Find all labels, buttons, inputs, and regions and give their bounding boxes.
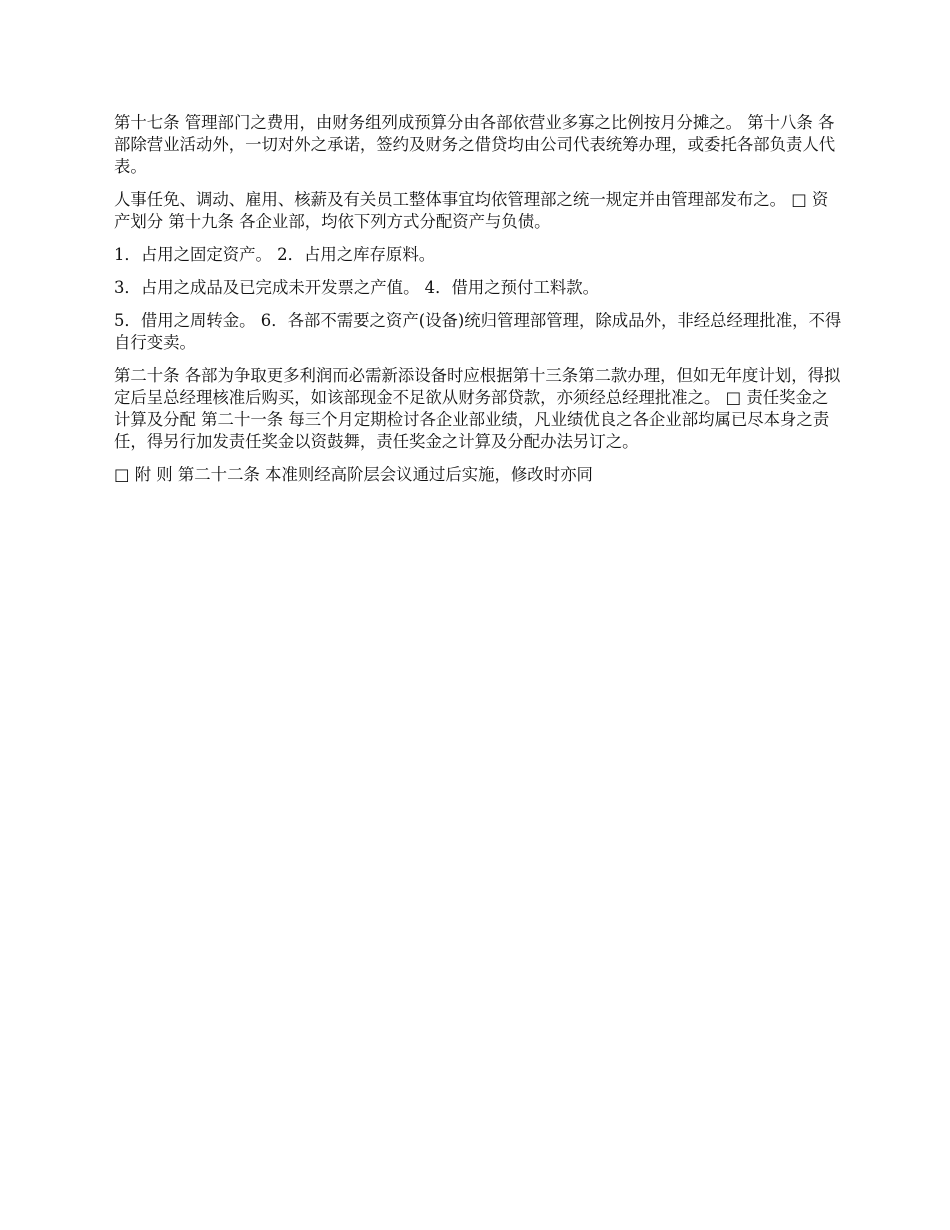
paragraph-asset-items-3-4: 3．占用之成品及已完成未开发票之产值。 4．借用之预付工料款。 — [114, 278, 600, 297]
paragraph-asset-items-1-2: 1．占用之固定资产。 2．占用之库存原料。 — [114, 245, 436, 264]
paragraph-article-20-21: 第二十条 各部为争取更多利润而必需新添设备时应根据第十三条第二款办理，但如无年度计划，得拟定后呈总经理核准后购买，如该部现金不足欲从财务部贷款，亦须经总经理批准之。 □ 责任奖金之计算及分配 第二十一条 每三个月定期检讨各企业部业绩，凡业绩优良之各企业部均属已尽本身之责任，得另行加发责任奖金以资鼓舞，责任奖金之计算及分配办法另订之。 — [114, 366, 841, 451]
paragraph-personnel-assets: 人事任免、调动、雇用、核薪及有关员工整体事宜均依管理部之统一规定并由管理部发布之。 □ 资产划分 第十九条 各企业部，均依下列方式分配资产与负债。 — [114, 190, 829, 231]
paragraph-article-17-18: 第十七条 管理部门之费用，由财务组列成预算分由各部依营业多寡之比例按月分摊之。 第十八条 各部除营业活动外，一切对外之承诺，签约及财务之借贷均由公司代表统筹办理，或委托各部负责人代表。 — [114, 113, 836, 176]
paragraph-supplementary-article-22: □ 附 则 第二十二条 本准则经高阶层会议通过后实施，修改时亦同 — [114, 465, 593, 484]
document-body — [114, 112, 842, 497]
paragraph-asset-items-5-6: 5．借用之周转金。 6．各部不需要之资产(设备)统归管理部管理，除成品外，非经总经理批准，不得自行变卖。 — [114, 311, 842, 352]
